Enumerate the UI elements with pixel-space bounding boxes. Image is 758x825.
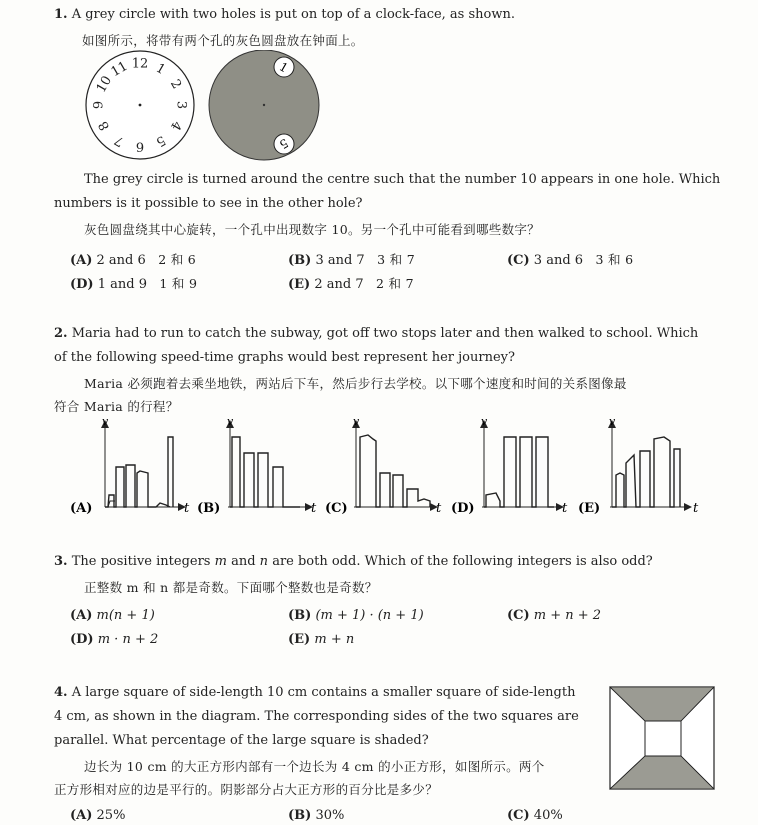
clock-number: 7 [112, 131, 127, 150]
q2-zh-a: Maria 必须跑着去乘坐地铁，两站后下车，然后步行去学校。以下哪个速度和时间的关系图像最 [84, 376, 627, 391]
clock-number: 11 [108, 58, 131, 81]
q2-prompt-a: 2. Maria had to run to catch the subway, got off two stops later and then walked to school. Which [54, 326, 699, 341]
q4-line3: parallel. What percentage of the large square is shaded? [54, 733, 429, 748]
q4-line1: 4. A large square of side-length 10 cm contains a smaller square of side-length [54, 685, 576, 700]
graph-e-t-label: t [693, 501, 699, 516]
q2-prompt-b: of the following speed-time graphs would best represent her journey? [54, 350, 515, 365]
q4-number: 4. [54, 685, 68, 700]
speed-time-graphs [60, 415, 710, 525]
clock-number: 1 [153, 60, 168, 79]
q1-zh2: 灰色圆盘绕其中心旋转，一个孔中出现数字 10。另一个孔中可能看到哪些数字？ [84, 222, 540, 237]
q3-option-b[interactable]: (B) (m + 1) · (n + 1) [288, 608, 424, 623]
q3-option-a[interactable]: (A) m(n + 1) [70, 608, 155, 623]
q3-option-c[interactable]: (C) m + n + 2 [507, 608, 602, 623]
graph-d-v-label: v [481, 415, 488, 428]
q3-option-d[interactable]: (D) m · n + 2 [70, 632, 159, 647]
clock-number: 10 [93, 73, 116, 96]
q3-zh: 正整数 m 和 n 都是奇数。下面哪个整数也是奇数？ [84, 580, 378, 595]
q1-text2b: numbers is it possible to see in the other hole? [54, 196, 363, 211]
q1-prompt [54, 7, 515, 22]
graph-c-v-label: v [353, 415, 360, 428]
graph-a-label: (A) [70, 501, 93, 516]
q3-prompt: 3. The positive integers m and n are both odd. Which of the following integers is also odd? [54, 554, 653, 569]
clock-number: 4 [166, 118, 185, 133]
graph-b[interactable] [197, 415, 317, 516]
q4-option-b[interactable]: (B) 30% [288, 808, 345, 823]
graph-e-curve [612, 437, 680, 507]
graph-a-v-label: v [102, 415, 109, 428]
q4-option-a[interactable]: (A) 25% [70, 808, 126, 823]
graph-b-v-label: v [227, 415, 234, 428]
graph-a-t-label: t [184, 501, 190, 516]
graph-e-label: (E) [578, 501, 601, 516]
q4-zh2: 正方形相对应的边是平行的。阴影部分占大正方形的百分比是多少？ [54, 782, 439, 797]
clock-center [139, 104, 142, 107]
clock-number: 3 [173, 100, 189, 110]
graph-d-curve [484, 437, 554, 507]
q1-option-c[interactable]: (C) 3 and 6 3 和 6 [507, 252, 634, 268]
q1-text2a: The grey circle is turned around the centre such that the number 10 appears in one hole. Which [84, 172, 721, 187]
graph-e-v-label: v [609, 415, 616, 428]
clock-number: 8 [95, 118, 114, 133]
grey-disc-figure [206, 50, 322, 162]
clock-number: 2 [166, 77, 185, 92]
graph-c-t-label: t [436, 501, 442, 516]
grey-disc-center [263, 104, 265, 106]
graph-b-t-label: t [311, 501, 317, 516]
q2-zh-b: 符合 Maria 的行程？ [54, 399, 179, 414]
graph-e[interactable] [578, 415, 699, 516]
clock-number: 6 [135, 138, 145, 154]
q3-number: 3. [54, 554, 68, 569]
q1-option-e[interactable]: (E) 2 and 7 2 和 7 [288, 276, 414, 292]
graph-d-label: (D) [451, 501, 475, 516]
graph-d[interactable] [451, 415, 568, 516]
q3-option-e[interactable]: (E) m + n [288, 632, 355, 647]
q1-text: A grey circle with two holes is put on top of a clock-face, as shown. [71, 7, 515, 22]
graph-b-curve [230, 437, 300, 507]
clock-face-figure [80, 50, 200, 162]
squares-diagram [609, 686, 715, 790]
graph-a[interactable] [70, 415, 190, 516]
clock-number: 9 [91, 100, 107, 110]
clock-number: 5 [153, 131, 168, 150]
q1-option-b[interactable]: (B) 3 and 7 3 和 7 [288, 252, 415, 268]
q4-option-c[interactable]: (C) 40% [507, 808, 563, 823]
graph-c-curve [356, 435, 430, 507]
graph-d-t-label: t [562, 501, 568, 516]
q1-zh: 如图所示，将带有两个孔的灰色圆盘放在钟面上。 [82, 33, 364, 48]
graph-b-label: (B) [197, 501, 221, 516]
q4-zh1: 边长为 10 cm 的大正方形内部有一个边长为 4 cm 的小正方形，如图所示。两个 [84, 759, 545, 774]
graph-c[interactable] [325, 415, 442, 516]
q1-number: 1. [54, 7, 68, 22]
hole-bottom-number: 5 [276, 135, 291, 152]
q1-option-a[interactable]: (A) 2 and 6 2 和 6 [70, 252, 197, 268]
q2-number: 2. [54, 326, 68, 341]
q4-line2: 4 cm, as shown in the diagram. The corresponding sides of the two squares are [54, 709, 579, 724]
small-square [645, 721, 681, 756]
clock-number: 12 [131, 56, 149, 72]
hole-top-number: 1 [276, 59, 291, 76]
q1-option-d[interactable]: (D) 1 and 9 1 和 9 [70, 276, 198, 292]
graph-c-label: (C) [325, 501, 348, 516]
